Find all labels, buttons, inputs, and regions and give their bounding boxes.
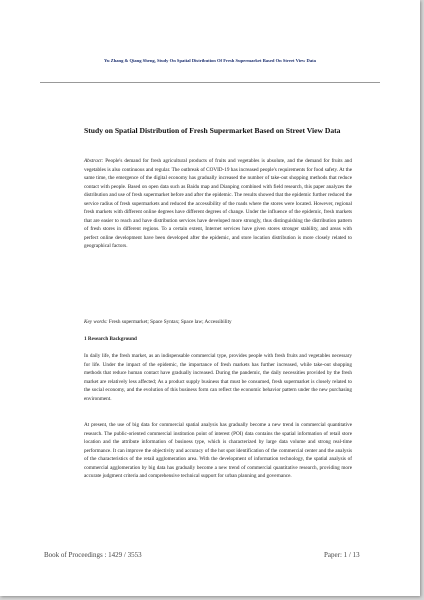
footer-proceedings: Book of Proceedings : 1429 / 3553 [44,551,142,559]
keywords-label: Key words: [84,319,108,325]
keywords [84,318,352,327]
body-paragraph-1: In daily life, the fresh market, as an indispensable commercial type, provides people with fresh fruits and vegetables necessary for life. Under the impact of the epidemic, the importance of fresh markets has further increased, while take-out shopping methods that reduce human contact have gradually increased. During the pandemic, the daily necessities provided by the fresh market are relatively less affected; As a product supply business that must be consumed, fresh supermarket is closely related to the social economy, and the evolution of this business form can reflect the economic behavior pattern under the new purchasing environment. [84,353,352,402]
abstract [84,157,352,251]
header-rule [40,82,380,83]
abstract-text: People's demand for fresh agricultural products of fruits and vegetables is absolute, and the demand for fruits and vegetables is also continuous and regular. The outbreak of COVID-19 has increased people's requirements for food safety. At the same time, the emergence of the digital economy has gradually increased the number of take-out shopping methods that reduce contact with people. Based on open data such as Baidu map and Dianping combined with field research, this paper analyzes the distribution and use of fresh supermarket before and after the epidemic. The results showed that the epidemic further reduced the service radius of fresh supermarkets and reduced the accessibility of the roads where the stores were located. However, regional fresh markets with different online degrees have different degrees of change. Under the influence of the epidemic, fresh markets that are easier to reach and have distribution services have developed more strongly, thus distinguishing the distribution pattern of fresh stores in different regions. To a certain extent, Internet services have given stores stronger stability, and areas with perfect online development have been developed after the epidemic, and store location distribution is more closely related to geographical factors. [84,158,352,250]
footer-page-number: Paper: 1 / 13 [324,551,360,559]
body-paragraph-2: At present, the use of big data for commercial spatial analysis has gradually become a new trend in commercial quantitative research. The public-oriented commercial institution point of interest (POI) data contains the spatial information of retail store location and the attribute information of business type, which is characterized by large data volume and strong real-time performance. It can improve the objectivity and accuracy of the hot spot identification of the commercial center and the analysis of the characteristics of the retail agglomeration area. With the development of information technology, the spatial analysis of commercial agglomeration by big data has gradually become a new trend of commercial quantitative research, providing more accurate judgment criteria and comprehensive technical support for urban planning and governance. [84,422,352,480]
keywords-text: Fresh supermarket; Space Syntax; Space law; Accessibility [107,319,232,325]
section-heading: 1 Research Background [84,336,137,342]
abstract-label: Abstract: [84,158,104,164]
paper-title: Study on Spatial Distribution of Fresh Supermarket Based on Street View Data [84,126,341,135]
running-head: Yu Zhang & Qiang Sheng, Study On Spatial Distribution Of Fresh Supermarket Based On Street View Data [104,58,316,63]
